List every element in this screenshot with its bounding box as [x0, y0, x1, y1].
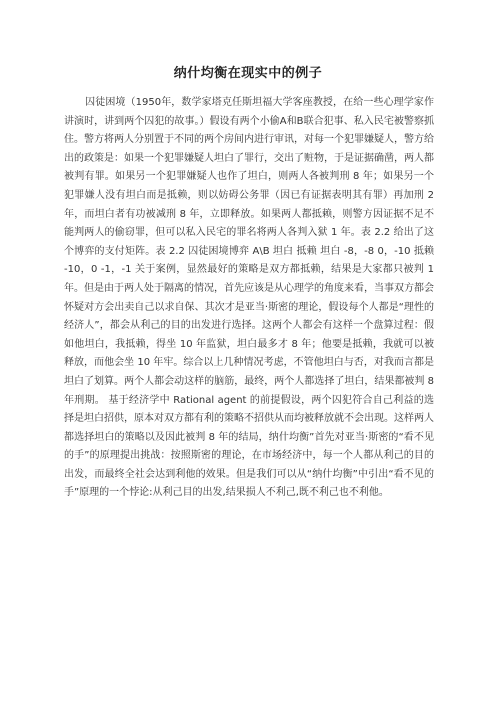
document-title: 纳什均衡在现实中的例子 — [173, 66, 323, 81]
document-body — [64, 94, 434, 503]
body-paragraph: 囚徒困境（1950年，数学家塔克任斯坦福大学客座教授，在给一些心理学家作讲演时，讲到两个囚犯的故事。）假设有两个小偷A和B联合犯事、私入民宅被警察抓住。警方将两人分别置于不同的两个房间内进行审讯，对每一个犯罪嫌疑人，警方给出的政策是：如果一个犯罪嫌疑人坦白了罪行，交出了赃物，于是证据确凿，两人都被判有罪。如果另一个犯罪嫌疑人也作了坦白，则两人各被判刑 8 年；如果另一个犯罪嫌人没有坦白而是抵赖，则以妨碍公务罪（因已有证据表明其有罪）再加刑 2 年，而坦白者有功被减刑 8 年，立即释放。如果两人都抵赖，则警方因证据不足不能判两人的偷窃罪，但可以私入民宅的罪名将两人各判入狱 1 年。表 2.2 给出了这个博弈的支付矩阵。表 2.2 囚徒困境博弈 A\B 坦白 抵赖 坦白 -8，-8 0，-10 抵赖 -10，0 -1，-1 关于案例，显然最好的策略是双方都抵赖，结果是大家都只被判 1 年。但是由于两人处于隔离的情况，首先应该是从心理学的角度来看，当事双方都会怀疑对方会出卖自己以求自保、其次才是亚当·斯密的理论，假设每个人都是“理性的经济人”，都会从利己的目的出发进行选择。这两个人都会有这样一个盘算过程：假如他坦白，我抵赖，得坐 10 年监狱，坦白最多才 8 年；他要是抵赖，我就可以被释放，而他会坐 10 年牢。综合以上几种情况考虑，不管他坦白与否，对我而言都是坦白了划算。两个人都会动这样的脑筋，最终，两个人都选择了坦白，结果都被判 8 年刑期。 基于经济学中 Rational agent 的前提假设，两个囚犯符合自己利益的选择是坦白招供，原本对双方都有利的策略不招供从而均被释放就不会出现。这样两人都选择坦白的策略以及因此被判 8 年的结局，纳什均衡”首先对亚当·斯密的“看不见的手”的原理提出挑战：按照斯密的理论，在市场经济中，每一个人都从利己的目的出发，而最终全社会达到利他的效果。但是我们可以从“纳什均衡”中引出“看不见的手”原理的一个悖论:从利己目的出发,结果损人不利己,既不利己也不利他。 — [64, 97, 434, 499]
